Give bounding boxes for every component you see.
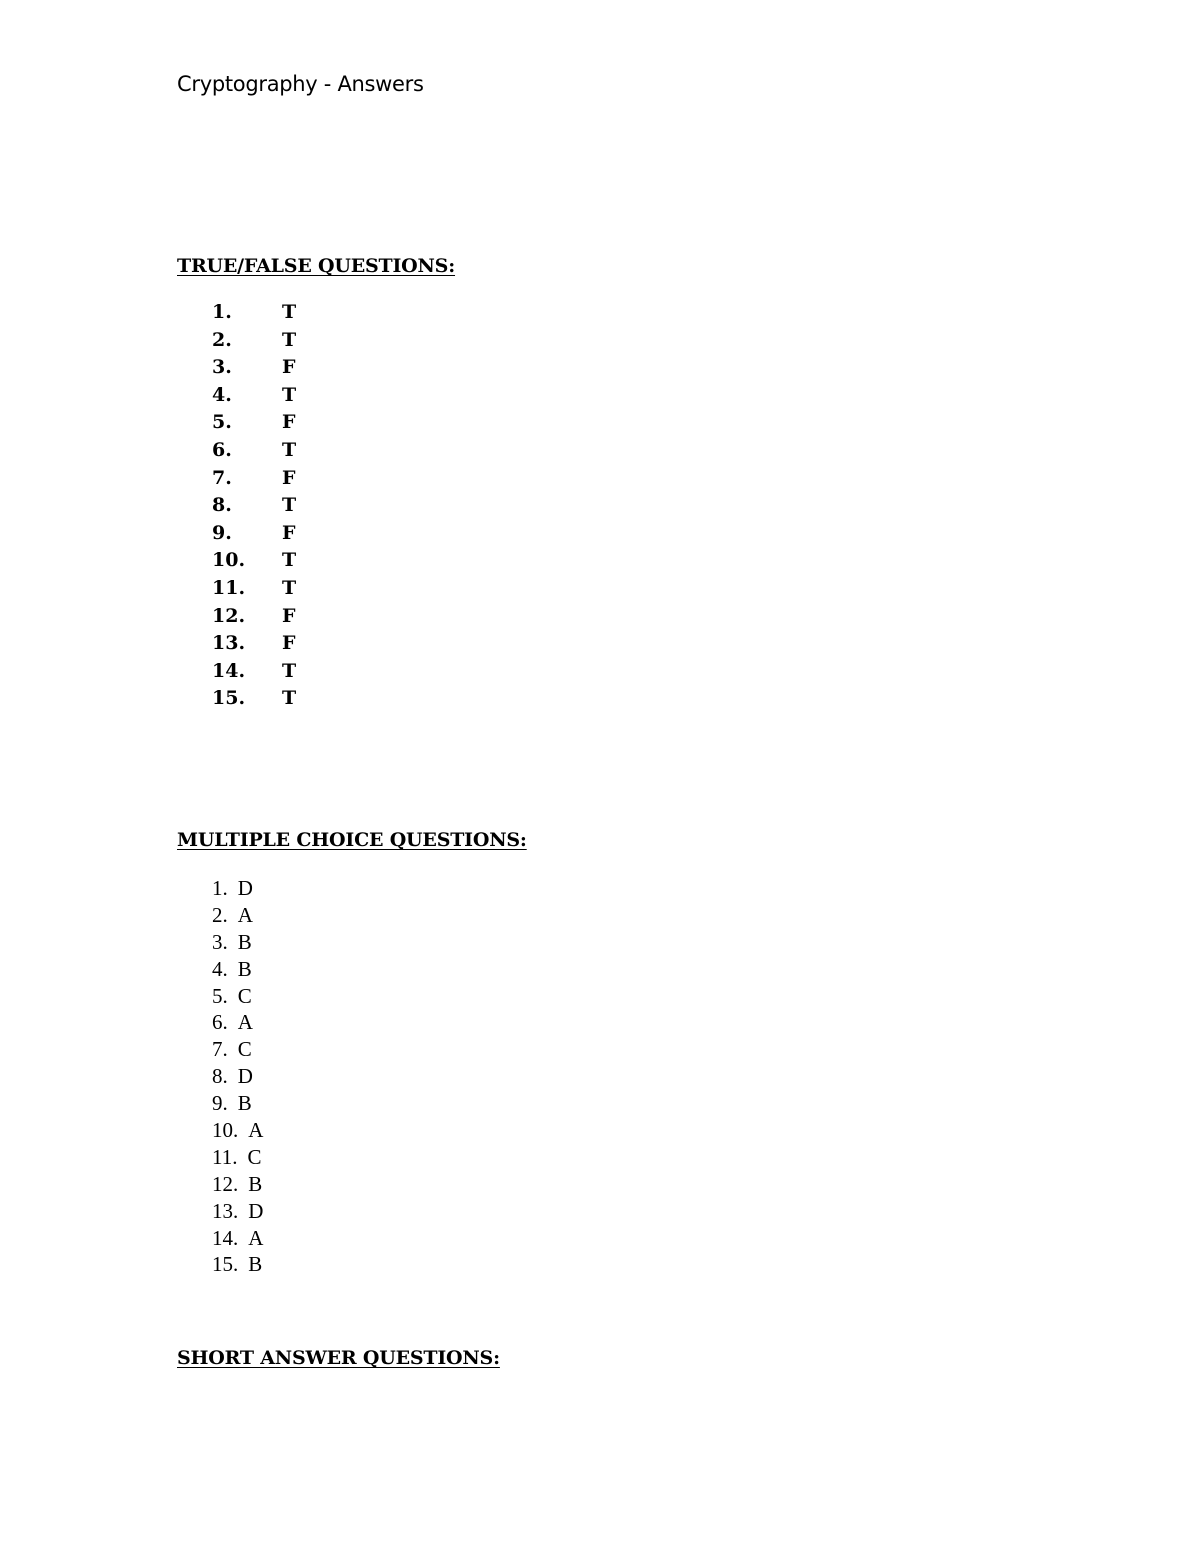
true-false-answer-value: T [282, 383, 297, 406]
true-false-question-number: 5. [212, 411, 232, 434]
true-false-question-number: 3. [212, 356, 232, 379]
true-false-question-number: 11. [212, 576, 246, 599]
multiple-choice-answer-value: C [237, 983, 252, 1008]
multiple-choice-answer-value: A [248, 1225, 264, 1250]
multiple-choice-question-number: 8. D [212, 1064, 253, 1089]
true-false-answer-value: F [282, 356, 296, 379]
true-false-question-number: 8. [212, 494, 232, 517]
multiple-choice-heading: MULTIPLE CHOICE QUESTIONS: [177, 829, 527, 851]
true-false-question-number: 1. [212, 301, 232, 323]
multiple-choice-question-number: 7. C [212, 1037, 252, 1062]
true-false-answer-value: F [282, 466, 296, 489]
true-false-question-number: 9. [212, 521, 232, 544]
multiple-choice-question-number: 14. A [212, 1225, 264, 1250]
multiple-choice-question-number: 3. B [212, 929, 252, 954]
true-false-question-number: 14. [212, 659, 246, 682]
true-false-answer-value: F [282, 411, 296, 434]
multiple-choice-answer-value: D [237, 876, 253, 900]
true-false-question-number: 10. [212, 549, 246, 572]
multiple-choice-question-number: 2. A [212, 902, 253, 927]
multiple-choice-answer-value: A [248, 1118, 264, 1143]
multiple-choice-answer-value: B [237, 929, 252, 954]
true-false-answer-value: T [282, 659, 297, 682]
multiple-choice-answer-value: B [237, 956, 252, 981]
multiple-choice-answer-value: D [237, 1064, 253, 1089]
multiple-choice-answer-value: B [237, 1091, 252, 1116]
true-false-answer-value: T [282, 494, 297, 517]
true-false-answer-value: T [282, 328, 297, 351]
multiple-choice-answer-value: D [248, 1198, 264, 1223]
multiple-choice-answer-value: C [237, 1037, 252, 1062]
true-false-question-number: 7. [212, 466, 232, 489]
multiple-choice-question-number: 1. D [212, 876, 253, 900]
true-false-question-number: 4. [212, 383, 232, 406]
multiple-choice-question-number: 12. B [212, 1171, 263, 1196]
multiple-choice-question-number: 5. C [212, 983, 252, 1008]
multiple-choice-answer-value: B [248, 1252, 263, 1277]
multiple-choice-question-number: 10. A [212, 1118, 264, 1143]
true-false-answer-value: F [282, 632, 296, 655]
multiple-choice-question-number: 15. B [212, 1252, 263, 1277]
true-false-answer-value: T [282, 301, 297, 323]
multiple-choice-answer-value: A [237, 1010, 253, 1035]
true-false-question-number: 12. [212, 604, 246, 627]
true-false-question-number: 15. [212, 687, 246, 710]
multiple-choice-question-number: 9. B [212, 1091, 252, 1116]
document-title: Cryptography - Answers [177, 72, 424, 96]
true-false-answer-value: F [282, 521, 296, 544]
true-false-answer-value: T [282, 687, 297, 710]
true-false-question-number: 6. [212, 438, 232, 461]
true-false-question-number: 2. [212, 328, 232, 351]
multiple-choice-question-number: 13. D [212, 1198, 264, 1223]
multiple-choice-question-number: 11. C [212, 1144, 262, 1169]
true-false-heading: TRUE/FALSE QUESTIONS: [177, 255, 456, 277]
true-false-answer-value: T [282, 549, 297, 572]
true-false-question-number: 13. [212, 632, 246, 655]
multiple-choice-answer-value: A [237, 902, 253, 927]
short-answer-heading: SHORT ANSWER QUESTIONS: [177, 1347, 500, 1369]
multiple-choice-question-number: 6. A [212, 1010, 253, 1035]
multiple-choice-answer-value: C [247, 1144, 262, 1169]
multiple-choice-question-number: 4. B [212, 956, 252, 981]
true-false-answer-value: F [282, 604, 296, 627]
multiple-choice-answer-value: B [248, 1171, 263, 1196]
true-false-answer-value: T [282, 576, 297, 599]
true-false-answer-value: T [282, 438, 297, 461]
